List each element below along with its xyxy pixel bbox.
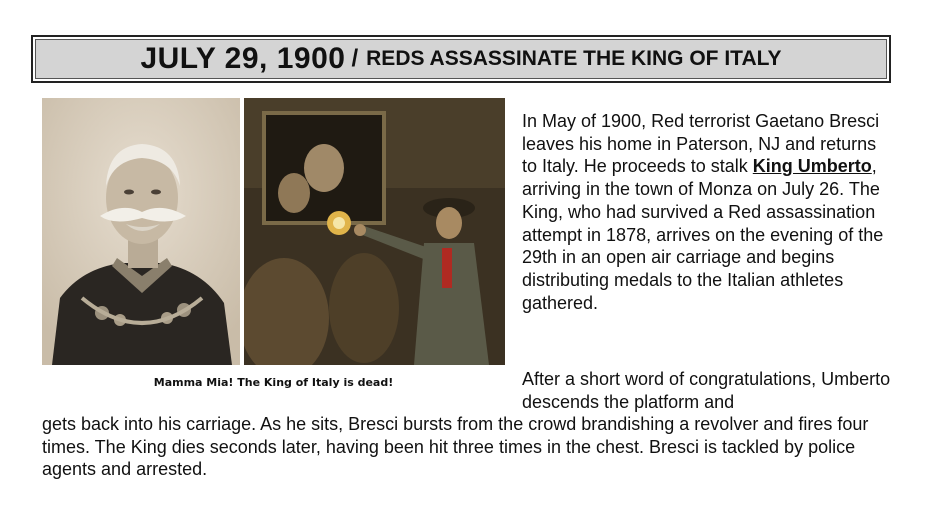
image-caption: Mamma Mia! The King of Italy is dead! — [153, 376, 394, 389]
banner-separator: / — [351, 45, 359, 72]
paragraph-1 — [522, 110, 894, 314]
paragraph-2-start: After a short word of congratulations, Umberto descends the platform and — [522, 369, 891, 412]
king-umberto-link[interactable]: King Umberto — [752, 156, 872, 177]
title-banner — [31, 35, 891, 83]
paragraph-2-end: gets back into his carriage. As he sits, Bresci bursts from the crowd brandishing a revolver and fires four times. The King dies seconds later, having been hit three times in the chest. Bresci is tackled by police agents and arrested. — [42, 414, 869, 480]
king-portrait-image — [42, 98, 240, 365]
banner-date: JULY 29, 1900 — [140, 42, 346, 75]
paragraph-1-text-a: In May of 1900, Red terrorist Gaetano Bresci leaves his home in Paterson, NJ and returns to Italy. He proceeds to stalk — [522, 111, 880, 177]
assassination-painting-image — [244, 98, 505, 365]
paragraph-1-text-b: , arriving in the town of Monza on July 26. The King, who had survived a Red assassination attempt in 1878, arrives on the evening of the 29th in an open air carriage and begins distributing medals to the Italian athletes gathered. — [522, 156, 884, 313]
banner-headline: REDS ASSASSINATE THE KING OF ITALY — [366, 47, 782, 70]
